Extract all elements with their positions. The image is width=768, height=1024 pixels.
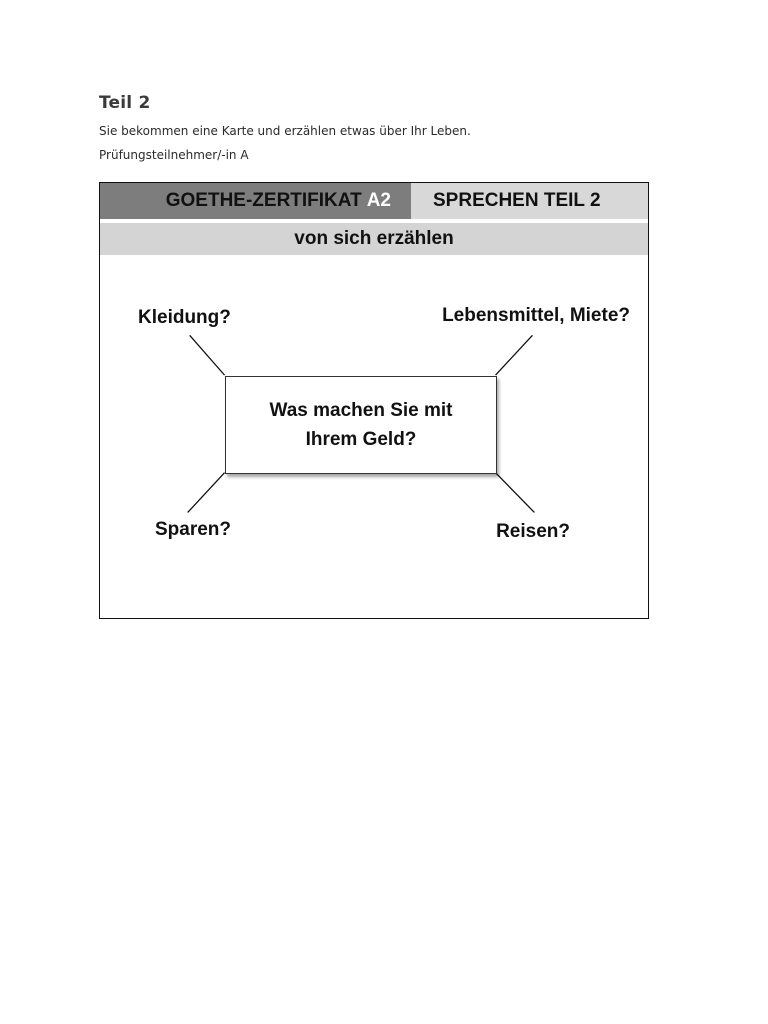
prompt-top-right: Lebensmittel, Miete? — [442, 305, 630, 326]
certificate-level: A2 — [366, 190, 391, 211]
card-topic: von sich erzählen — [100, 223, 648, 255]
connector-top-left — [190, 335, 225, 375]
candidate-label: Prüfungsteilnehmer/-in A — [99, 148, 249, 162]
center-question-box — [225, 376, 497, 474]
prompt-top-left: Kleidung? — [138, 307, 231, 328]
connector-top-right — [496, 335, 533, 375]
connector-bottom-left — [188, 473, 225, 513]
exam-card — [99, 182, 649, 619]
prompt-bottom-right: Reisen? — [496, 521, 570, 542]
page-heading: Teil 2 — [99, 93, 151, 113]
prompt-bottom-left: Sparen? — [155, 519, 232, 540]
card-header-section: SPRECHEN TEIL 2 — [411, 183, 648, 219]
certificate-name: GOETHE-ZERTIFIKAT — [165, 190, 362, 211]
instruction-text: Sie bekommen eine Karte und erzählen etwas über Ihr Leben. — [99, 124, 471, 138]
connector-bottom-right — [496, 473, 535, 513]
center-question: Was machen Sie mit Ihrem Geld? — [269, 400, 453, 450]
